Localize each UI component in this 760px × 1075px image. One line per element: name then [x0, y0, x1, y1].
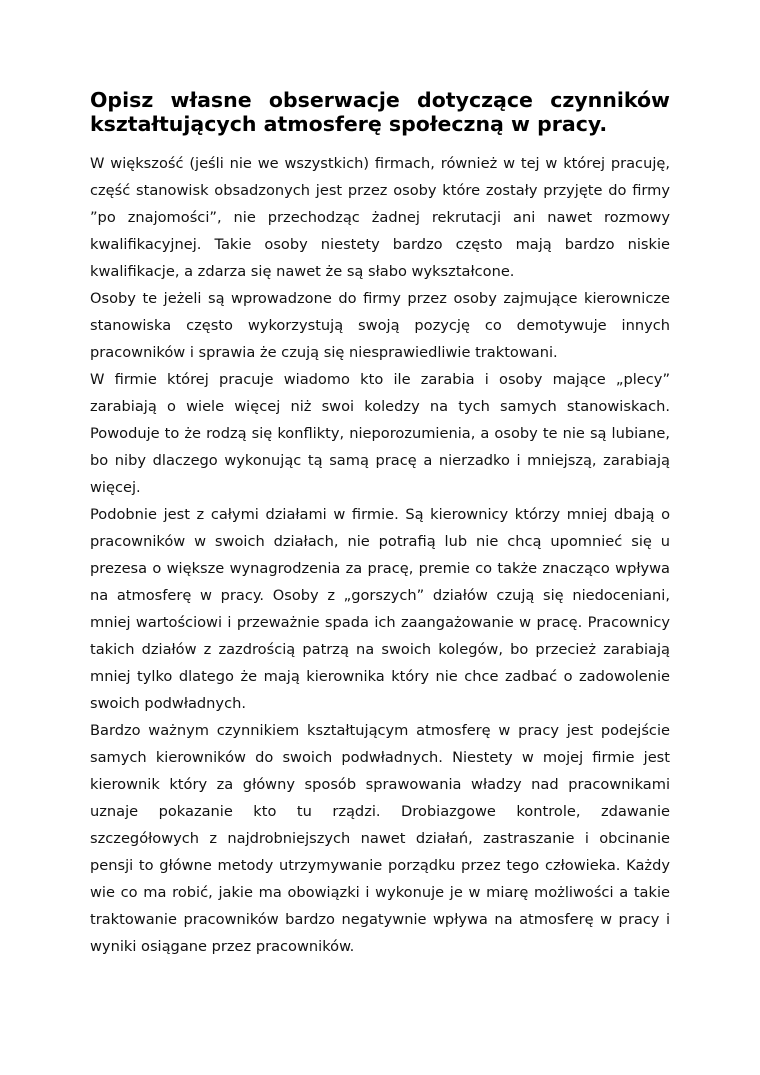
- paragraph-3: W firmie której pracuje wiadomo kto ile zarabia i osoby mające „plecy” zarabiają o wiele więcej niż swoi koledzy na tych samych stanowiskach. Powoduje to że rodzą się konflikty, nieporozumienia, a osoby te nie są lubiane, bo niby dlaczego wykonując tą samą pracę a nierzadko i mniejszą, zarabiają więcej.: [90, 371, 670, 496]
- document-title: Opisz własne obserwacje dotyczące czynników kształtujących atmosferę społeczną w pracy.: [90, 88, 670, 136]
- paragraph-5: Bardzo ważnym czynnikiem kształtującym atmosferę w pracy jest podejście samych kierowników do swoich podwładnych. Niestety w mojej firmie jest kierownik który za główny sposób sprawowania władzy nad pracownikami uznaje pokazanie kto tu rządzi. Drobiazgowe kontrole, zdawanie szczegółowych z najdrobniejszych nawet działań, zastraszanie i obcinanie pensji to główne metody utrzymywanie porządku przez tego człowieka. Każdy wie co ma robić, jakie ma obowiązki i wykonuje je w miarę możliwości a takie traktowanie pracowników bardzo negatywnie wpływa na atmosferę w pracy i wyniki osiągane przez pracowników.: [90, 722, 670, 955]
- document-page: [90, 88, 670, 960]
- paragraph-4: Podobnie jest z całymi działami w firmie. Są kierownicy którzy mniej dbają o pracowników w swoich działach, nie potrafią lub nie chcą upomnieć się u prezesa o większe wynagrodzenia za pracę, premie co także znacząco wpływa na atmosferę w pracy. Osoby z „gorszych” działów czują się niedoceniani, mniej wartościowi i przeważnie spada ich zaangażowanie w pracę. Pracownicy takich działów z zazdrością patrzą na swoich kolegów, bo przecież zarabiają mniej tylko dlatego że mają kierownika który nie chce zadbać o zadowolenie swoich podwładnych.: [90, 506, 670, 712]
- paragraph-1: W większość (jeśli nie we wszystkich) firmach, również w tej w której pracuję, część stanowisk obsadzonych jest przez osoby które zostały przyjęte do firmy ”po znajomości”, nie przechodząc żadnej rekrutacji ani nawet rozmowy kwalifikacyjnej. Takie osoby niestety bardzo często mają bardzo niskie kwalifikacje, a zdarza się nawet że są słabo wykształcone.: [90, 155, 670, 280]
- paragraph-2: Osoby te jeżeli są wprowadzone do firmy przez osoby zajmujące kierownicze stanowiska często wykorzystują swoją pozycję co demotywuje innych pracowników i sprawia że czują się niesprawiedliwie traktowani.: [90, 290, 670, 361]
